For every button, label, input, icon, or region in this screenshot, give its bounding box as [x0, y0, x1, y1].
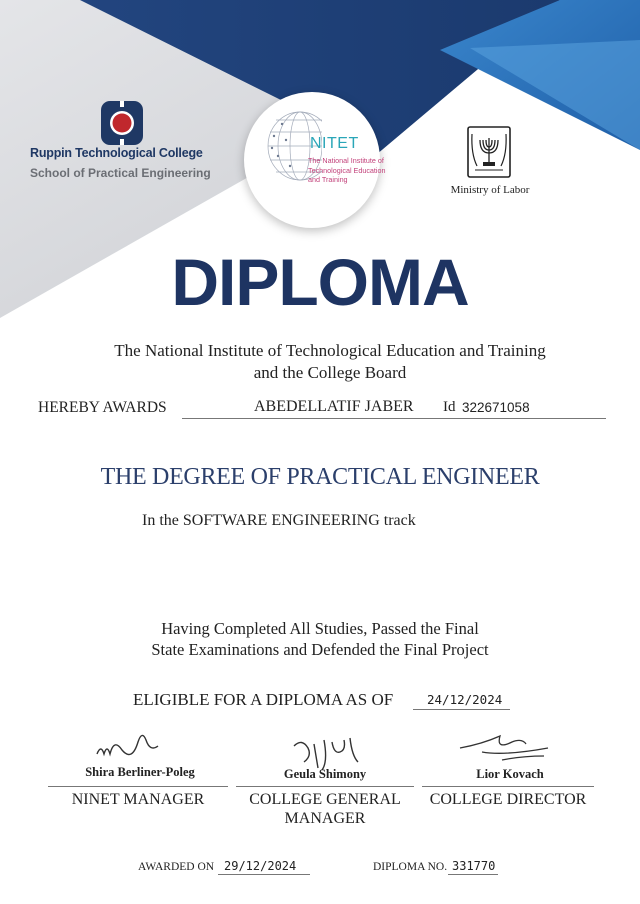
college-name: Ruppin Technological College	[30, 146, 203, 160]
completion-line: State Examinations and Defended the Final Project	[151, 640, 489, 659]
track-text: In the SOFTWARE ENGINEERING track	[142, 512, 416, 529]
diploma-no-value: 331770	[452, 859, 496, 873]
signatory-role	[420, 790, 596, 809]
diploma-no-underline	[448, 874, 498, 875]
ministry-label: Ministry of Labor	[450, 184, 530, 196]
college-subtitle: School of Practical Engineering	[30, 166, 211, 180]
eligible-label: ELIGIBLE FOR A DIPLOMA AS OF	[133, 690, 394, 709]
issuer-text	[60, 340, 600, 384]
recipient-underline	[182, 418, 606, 419]
awarded-date-underline	[218, 874, 310, 875]
nitet-full-name-line: Technological Education	[308, 165, 386, 175]
signatory-role-line: NINET MANAGER	[71, 791, 205, 808]
eligible-date: 24/12/2024	[427, 692, 503, 707]
diploma-no-label: DIPLOMA NO.	[373, 861, 448, 873]
signature-line	[422, 786, 594, 787]
id-label: Id	[443, 399, 456, 415]
college-logo-icon	[101, 101, 143, 145]
nitet-full-name	[308, 156, 386, 185]
signature-3	[452, 726, 556, 766]
nitet-name: NITET	[310, 135, 359, 152]
id-number: 322671058	[462, 400, 530, 415]
signatory-role-line: COLLEGE DIRECTOR	[429, 791, 587, 808]
nitet-seal	[244, 92, 386, 228]
awarded-on-label: AWARDED ON	[138, 861, 215, 873]
eligible-date-underline	[413, 709, 510, 710]
signatory-name: Lior Kovach	[476, 767, 544, 781]
issuer-line: and the College Board	[253, 363, 407, 382]
diploma-title: DIPLOMA	[171, 245, 469, 319]
signatory-name: Geula Shimony	[283, 767, 367, 781]
signatory-role-line: MANAGER	[284, 810, 366, 827]
signature-line	[236, 786, 414, 787]
signature-line	[48, 786, 228, 787]
issuer-line: The National Institute of Technological Education and Training	[114, 341, 546, 360]
signatory-role-line: COLLEGE GENERAL	[249, 791, 401, 808]
awarded-on-date: 29/12/2024	[224, 859, 297, 873]
signature-1	[92, 728, 162, 766]
recipient-name: ABEDELLATIF JABER	[254, 398, 414, 415]
signatory-role	[228, 790, 422, 828]
nitet-full-name-line: and Training	[308, 175, 348, 184]
nitet-full-name-line: The National Institute of	[308, 156, 384, 165]
degree-title: THE DEGREE OF PRACTICAL ENGINEER	[100, 464, 540, 490]
signatory-role	[48, 790, 228, 809]
state-emblem	[467, 126, 511, 178]
signatory-name: Shira Berliner-Poleg	[85, 765, 195, 779]
college-logo	[101, 101, 143, 145]
completion-text	[60, 618, 580, 660]
menorah-emblem-icon	[467, 126, 511, 178]
award-label: HEREBY AWARDS	[38, 399, 167, 416]
completion-line: Having Completed All Studies, Passed the Final	[161, 619, 479, 638]
